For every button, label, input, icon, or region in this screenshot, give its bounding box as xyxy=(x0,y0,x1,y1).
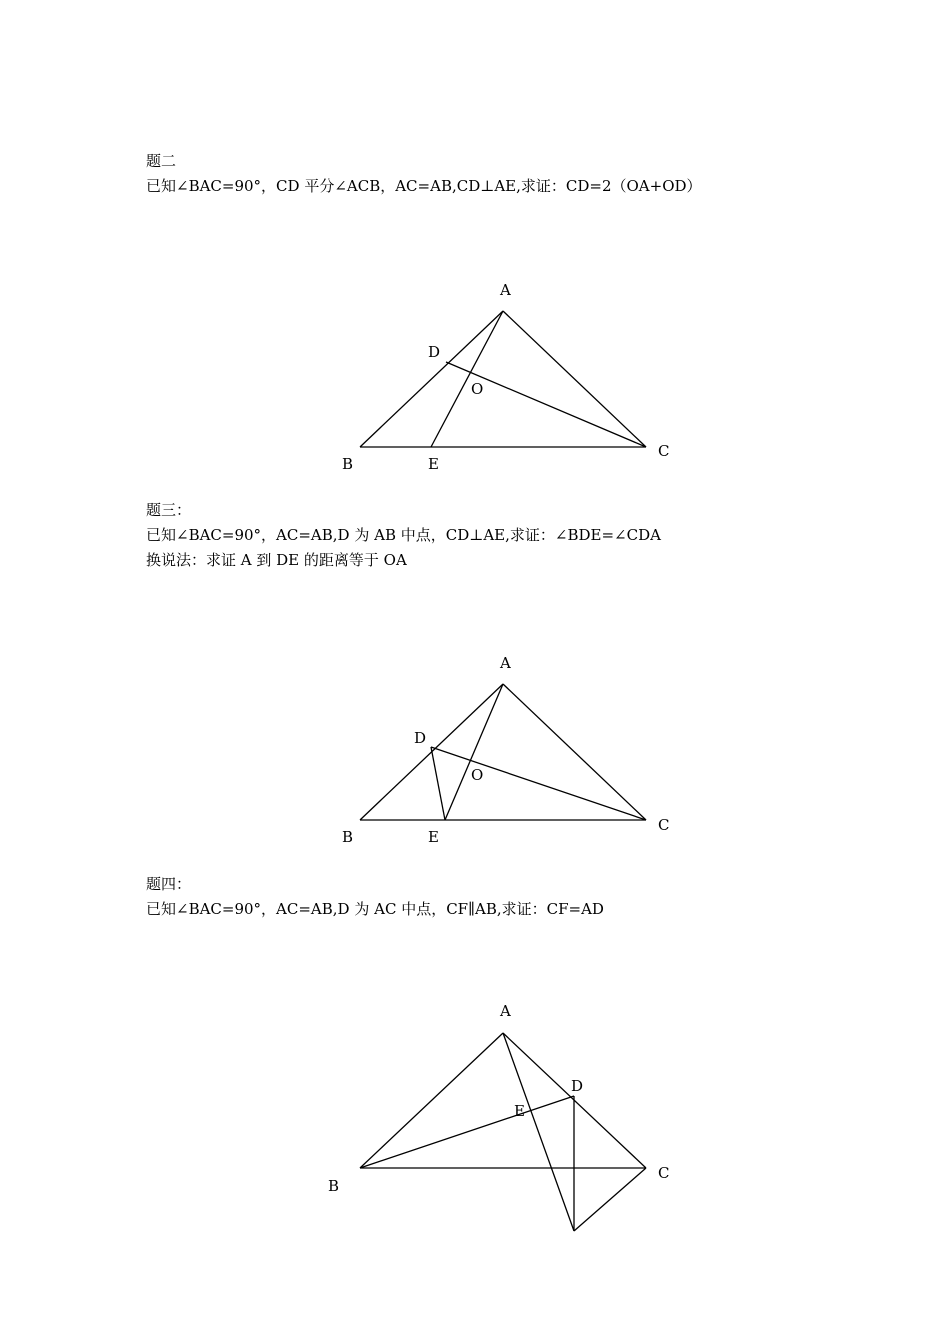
label-c: C xyxy=(658,816,670,834)
problem2-heading: 题二 xyxy=(146,152,177,170)
label-b: B xyxy=(328,1177,340,1195)
problem3-heading: 题三： xyxy=(146,501,192,519)
label-b: B xyxy=(342,455,354,473)
label-a: A xyxy=(500,1002,511,1020)
problem4-heading: 题四： xyxy=(146,875,192,893)
label-d: D xyxy=(571,1077,584,1095)
label-e: E xyxy=(428,828,439,846)
label-d: D xyxy=(428,343,441,361)
label-d: D xyxy=(414,729,427,747)
segment-ba xyxy=(360,1033,503,1168)
label-a: A xyxy=(500,654,511,672)
problem2-statement: 已知∠BAC=90°，CD 平分∠ACB，AC=AB,CD⊥AE,求证：CD=2（OA+OD） xyxy=(146,177,702,195)
label-c: C xyxy=(658,1164,670,1182)
problem3-alt-statement: 换说法：求证 A 到 DE 的距离等于 OA xyxy=(146,551,407,569)
problem3-statement: 已知∠BAC=90°，AC=AB,D 为 AB 中点，CD⊥AE,求证：∠BDE=∠CDA xyxy=(146,526,661,544)
label-e: E xyxy=(514,1102,525,1120)
label-a: A xyxy=(500,281,511,299)
label-b: B xyxy=(342,828,354,846)
segment-af xyxy=(503,1033,574,1231)
problem4-statement: 已知∠BAC=90°，AC=AB,D 为 AC 中点，CF∥AB,求证：CF=AD xyxy=(146,900,604,918)
segment-cf xyxy=(574,1168,646,1231)
label-c: C xyxy=(658,442,670,460)
problem4-lines xyxy=(360,1033,646,1231)
label-e: E xyxy=(428,455,439,473)
label-o: O xyxy=(471,380,484,398)
label-o: O xyxy=(471,766,484,784)
segment-bd xyxy=(360,1096,574,1168)
